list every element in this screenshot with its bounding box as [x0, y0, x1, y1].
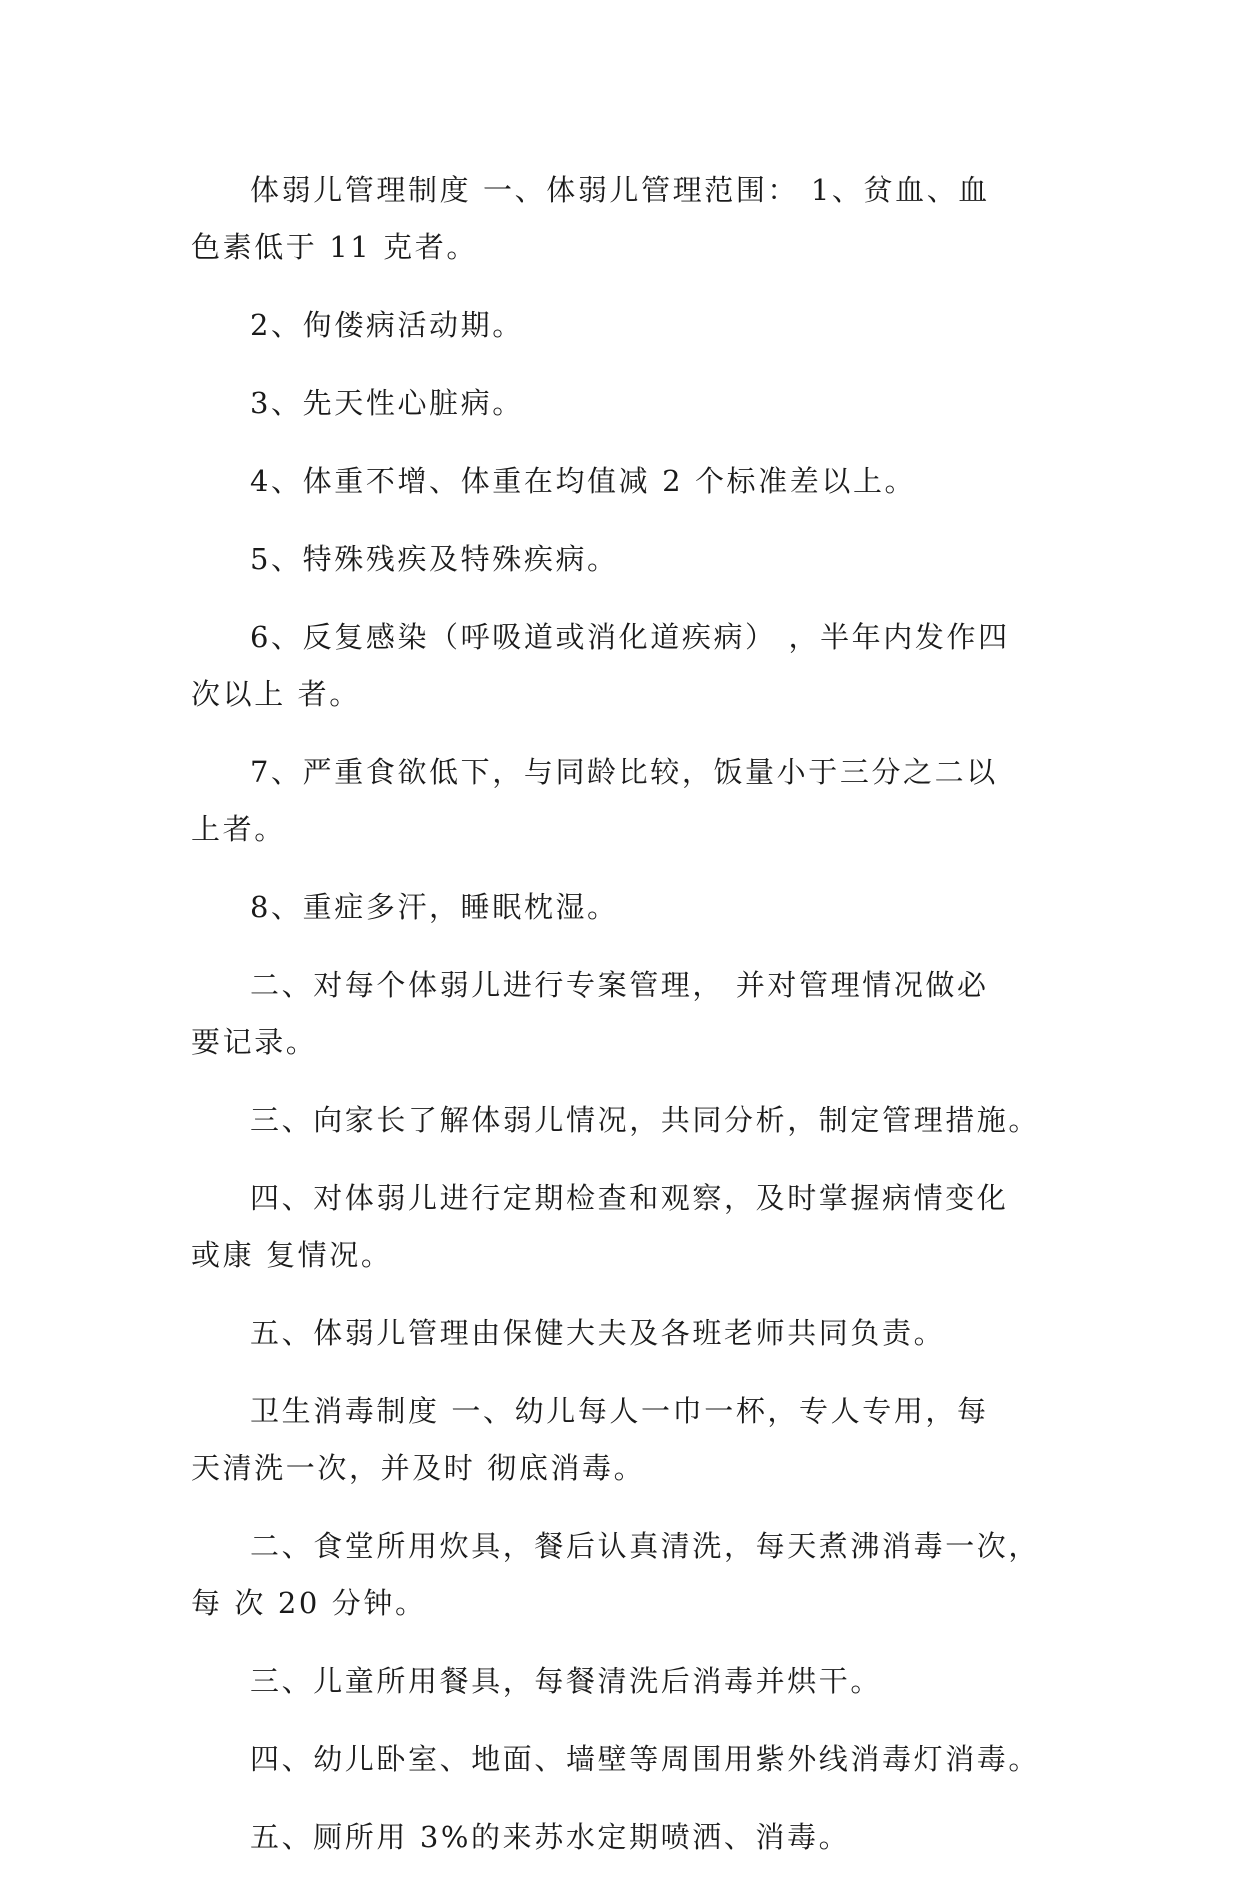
paragraph: [191, 744, 1051, 858]
paragraph-line: 三、向家长了解体弱儿情况，共同分析，制定管理措施。: [250, 1103, 1041, 1137]
paragraph-line: 或康 复情况。: [191, 1238, 393, 1272]
paragraph: [191, 1731, 1051, 1788]
paragraph-line: 色素低于 11 克者。: [191, 230, 478, 264]
paragraph: [191, 453, 1051, 510]
paragraph: [191, 1653, 1051, 1710]
paragraph-line: 五、厕所用 3%的来苏水定期喷洒、消毒。: [250, 1820, 851, 1854]
paragraph-line: 每 次 20 分钟。: [191, 1586, 427, 1620]
paragraph-line: 次以上 者。: [191, 677, 361, 711]
paragraph-line: 天清洗一次，并及时 彻底消毒。: [191, 1451, 646, 1485]
paragraph: [191, 609, 1051, 723]
paragraph: [191, 375, 1051, 432]
paragraph-line: 8、重症多汗，睡眠枕湿。: [250, 890, 619, 924]
paragraph-line: 卫生消毒制度 一、幼儿每人一巾一杯，专人专用，每: [250, 1394, 989, 1428]
paragraph-line: 要记录。: [191, 1025, 318, 1059]
paragraph-line: 四、幼儿卧室、地面、墙壁等周围用紫外线消毒灯消毒。: [250, 1742, 1041, 1776]
paragraph: [191, 1809, 1051, 1866]
paragraph: [191, 1092, 1051, 1149]
paragraph: [191, 1383, 1051, 1497]
paragraph-line: 四、对体弱儿进行定期检查和观察，及时掌握病情变化: [250, 1181, 1009, 1215]
paragraph: [191, 879, 1051, 936]
paragraph: [191, 1518, 1051, 1632]
paragraph: [191, 162, 1051, 276]
paragraph: [191, 957, 1051, 1071]
paragraph-line: 上者。: [191, 812, 286, 846]
paragraph: [191, 1305, 1051, 1362]
paragraph: [191, 297, 1051, 354]
paragraph-line: 三、儿童所用餐具，每餐清洗后消毒并烘干。: [250, 1664, 883, 1698]
paragraph-line: 7、严重食欲低下，与同龄比较，饭量小于三分之二以: [250, 755, 998, 789]
paragraph-line: 3、先天性心脏病。: [250, 386, 524, 420]
paragraph: [191, 531, 1051, 588]
document-body: [191, 162, 1051, 1887]
paragraph: [191, 1170, 1051, 1284]
paragraph-line: 5、特殊残疾及特殊疾病。: [250, 542, 619, 576]
paragraph-line: 二、对每个体弱儿进行专案管理， 并对管理情况做必: [250, 968, 989, 1002]
paragraph-line: 4、体重不增、体重在均值减 2 个标准差以上。: [250, 464, 917, 498]
paragraph-line: 6、反复感染（呼吸道或消化道疾病） ，半年内发作四: [250, 620, 1010, 654]
paragraph-line: 五、体弱儿管理由保健大夫及各班老师共同负责。: [250, 1316, 946, 1350]
paragraph-line: 体弱儿管理制度 一、体弱儿管理范围： 1、贫血、血: [250, 173, 990, 207]
paragraph-line: 2、佝偻病活动期。: [250, 308, 524, 342]
paragraph-line: 二、食堂所用炊具，餐后认真清洗，每天煮沸消毒一次，: [250, 1529, 1041, 1563]
